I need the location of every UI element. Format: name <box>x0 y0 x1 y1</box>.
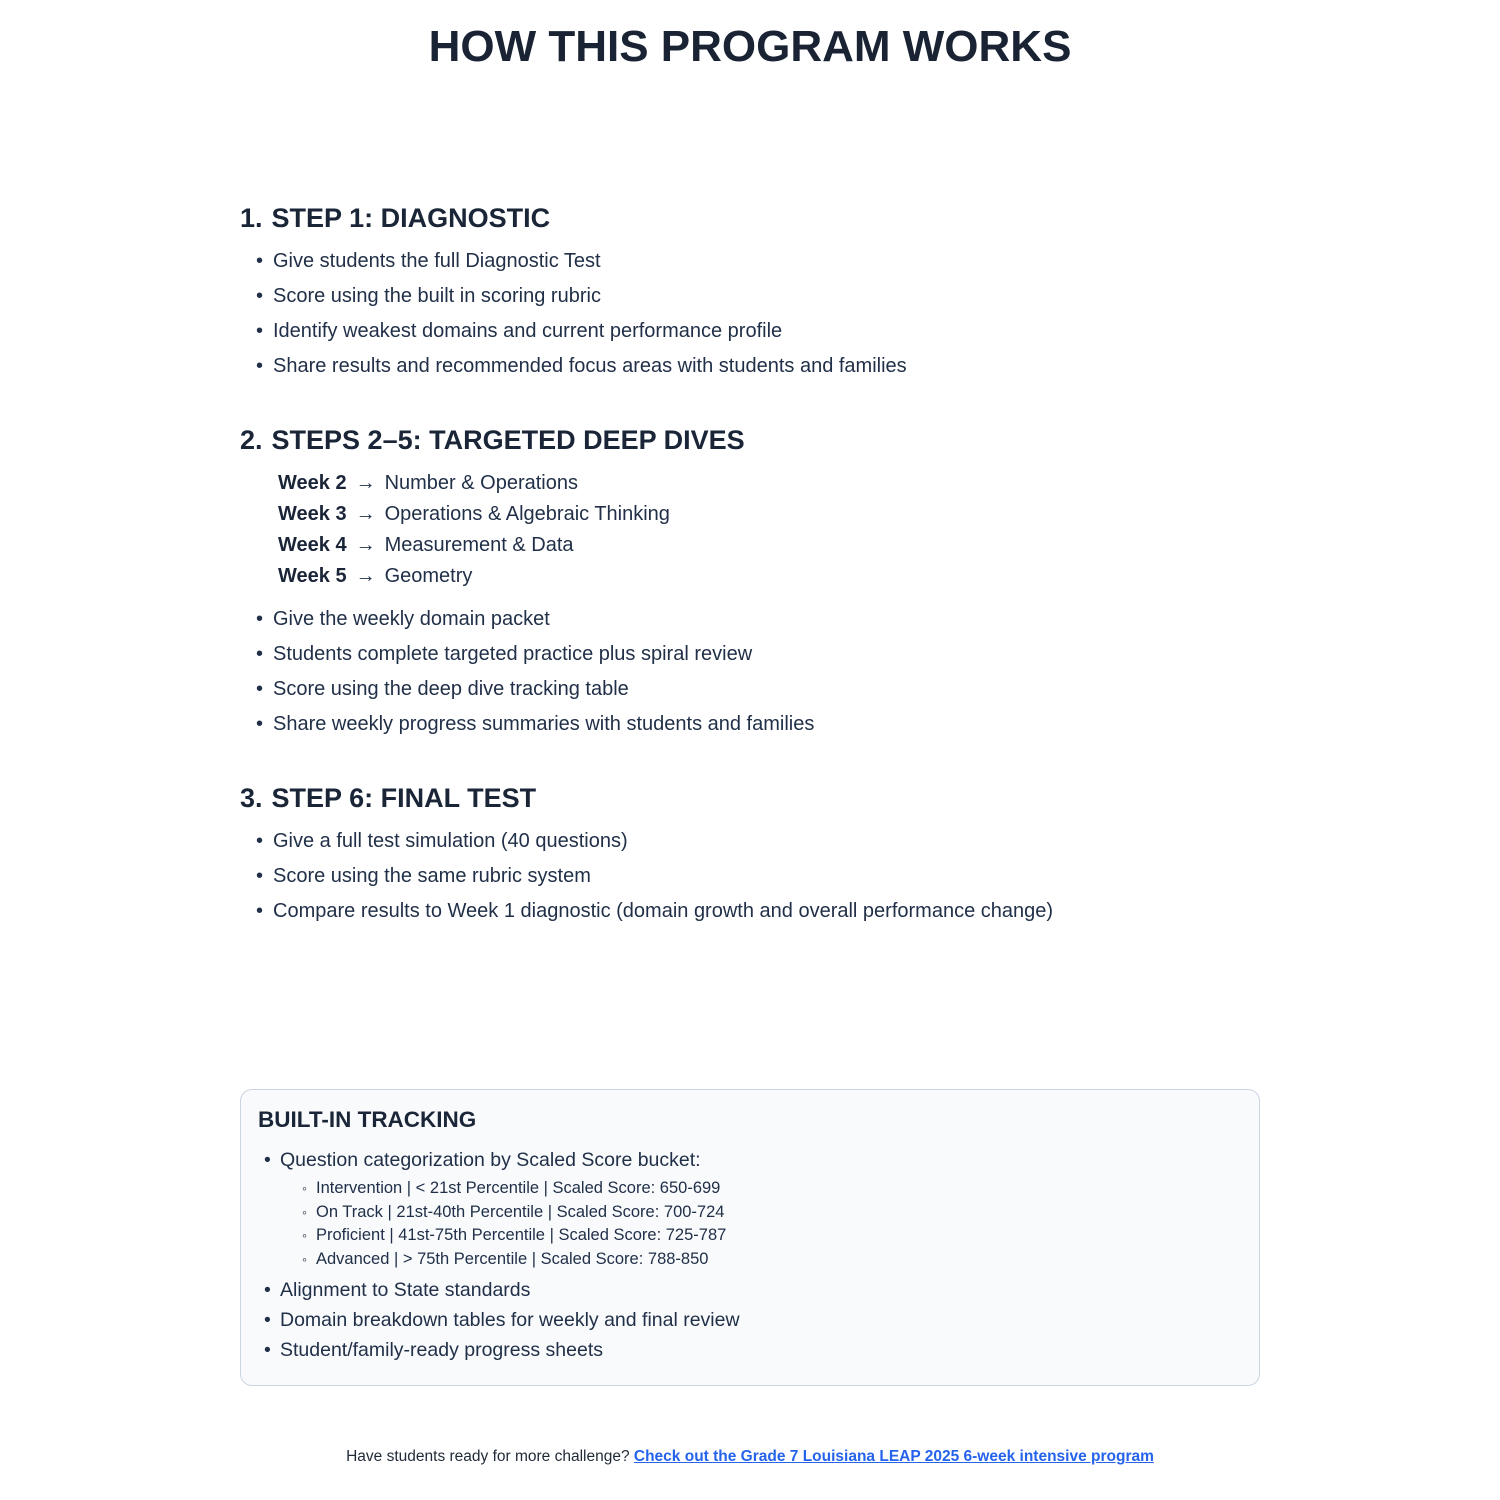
list-item-text: Share weekly progress summaries with students and families <box>273 713 815 735</box>
sub-bullet-marker: ◦ <box>302 1250 307 1267</box>
footer <box>240 1446 1260 1468</box>
bullet-marker: • <box>264 1309 271 1331</box>
week-schedule <box>278 468 1260 592</box>
bullet-list <box>240 602 1260 742</box>
content-container <box>240 202 1260 1468</box>
list-item <box>240 602 1260 637</box>
week-topic: Geometry <box>384 565 473 587</box>
section-step-2 <box>240 424 1260 742</box>
week-label: Week 4 <box>278 534 347 556</box>
bullet-marker: • <box>256 678 264 700</box>
bullet-marker: • <box>264 1339 271 1361</box>
sub-bullet-marker: ◦ <box>302 1203 307 1220</box>
list-item-text: Score using the built in scoring rubric <box>273 285 601 307</box>
week-label: Week 5 <box>278 565 347 587</box>
bullet-list <box>258 1145 1235 1365</box>
bullet-marker: • <box>256 285 264 307</box>
section-heading <box>240 202 1260 234</box>
list-item <box>240 672 1260 707</box>
week-topic: Operations & Algebraic Thinking <box>384 503 670 525</box>
bullet-marker: • <box>256 355 264 377</box>
list-item <box>240 707 1260 742</box>
footer-text: Have students ready for more challenge? <box>346 1448 634 1465</box>
score-bucket-item <box>302 1201 1235 1225</box>
list-item <box>240 824 1260 859</box>
list-item-text: Score using the deep dive tracking table <box>273 678 629 700</box>
week-label: Week 2 <box>278 472 347 494</box>
section-step-1 <box>240 202 1260 384</box>
list-item-text: Domain breakdown tables for weekly and final review <box>280 1309 740 1331</box>
list-item-text: Give the weekly domain packet <box>273 608 550 630</box>
bullet-marker: • <box>256 713 264 735</box>
week-label: Week 3 <box>278 503 347 525</box>
tracking-box <box>240 1089 1260 1386</box>
section-number: 2. <box>240 425 263 455</box>
bullet-marker: • <box>256 865 264 887</box>
list-item <box>240 349 1260 384</box>
arrow-right-icon: → <box>355 472 376 494</box>
bullet-marker: • <box>256 830 264 852</box>
list-item <box>258 1275 1235 1305</box>
list-item <box>240 314 1260 349</box>
list-item-text: Identify weakest domains and current performance profile <box>273 320 783 342</box>
bullet-marker: • <box>256 643 264 665</box>
list-item-text: Score using the same rubric system <box>273 865 591 887</box>
section-number: 3. <box>240 783 263 813</box>
week-row <box>278 530 1260 561</box>
footer-link[interactable]: Check out the Grade 7 Louisiana LEAP 2025 6-week intensive program <box>633 1448 1154 1465</box>
week-topic: Number & Operations <box>384 472 578 494</box>
bullet-marker: • <box>256 250 264 272</box>
week-row <box>278 468 1260 499</box>
section-step-3 <box>240 782 1260 929</box>
list-item-text: Give a full test simulation (40 questions) <box>273 830 628 852</box>
sub-bullet-marker: ◦ <box>302 1227 307 1243</box>
list-item <box>240 637 1260 672</box>
bullet-marker: • <box>256 900 264 922</box>
score-bucket-text: Proficient | 41st-75th Percentile | Scaled Score: 725-787 <box>316 1226 727 1244</box>
section-title: STEP 1: DIAGNOSTIC <box>271 203 551 233</box>
list-item-text: Students complete targeted practice plus spiral review <box>273 643 753 665</box>
score-bucket-list <box>302 1177 1235 1271</box>
section-heading <box>240 782 1260 814</box>
section-title: STEP 6: FINAL TEST <box>271 783 537 813</box>
week-topic: Measurement & Data <box>384 534 574 556</box>
score-bucket-text: Advanced | > 75th Percentile | Scaled Score: 788-850 <box>316 1249 709 1268</box>
week-row <box>278 561 1260 592</box>
list-item-text: Give students the full Diagnostic Test <box>273 250 601 272</box>
arrow-right-icon: → <box>355 534 376 556</box>
list-item-text: Alignment to State standards <box>280 1279 531 1301</box>
sub-bullet-marker: ◦ <box>302 1180 307 1196</box>
score-bucket-item <box>302 1177 1235 1201</box>
section-heading <box>240 424 1260 456</box>
page-title: HOW THIS PROGRAM WORKS <box>428 22 1072 71</box>
list-item-text: Share results and recommended focus areas with students and families <box>273 355 907 377</box>
arrow-right-icon: → <box>355 503 376 525</box>
score-bucket-text: Intervention | < 21st Percentile | Scaled Score: 650-699 <box>316 1179 721 1197</box>
bullet-list <box>240 824 1260 929</box>
bullet-marker: • <box>256 608 264 630</box>
arrow-right-icon: → <box>355 565 376 587</box>
bullet-marker: • <box>264 1149 271 1171</box>
list-item <box>258 1335 1235 1365</box>
list-item-text: Student/family-ready progress sheets <box>280 1339 603 1361</box>
score-bucket-item <box>302 1248 1235 1272</box>
section-number: 1. <box>240 203 263 233</box>
tracking-heading: BUILT-IN TRACKING <box>258 1107 477 1132</box>
score-bucket-text: On Track | 21st-40th Percentile | Scaled Score: 700-724 <box>316 1202 725 1221</box>
bullet-list <box>240 244 1260 384</box>
section-title: STEPS 2–5: TARGETED DEEP DIVES <box>271 425 745 455</box>
score-bucket-item <box>302 1224 1235 1248</box>
list-item <box>240 859 1260 894</box>
list-item <box>240 279 1260 314</box>
week-row <box>278 499 1260 530</box>
list-item-text: Compare results to Week 1 diagnostic (domain growth and overall performance change) <box>273 900 1054 922</box>
list-item-text: Question categorization by Scaled Score bucket: <box>280 1149 701 1171</box>
list-item <box>258 1305 1235 1335</box>
list-item <box>240 244 1260 279</box>
bullet-marker: • <box>256 320 264 342</box>
list-item <box>240 894 1260 929</box>
bullet-marker: • <box>264 1279 271 1301</box>
list-item <box>258 1145 1235 1175</box>
